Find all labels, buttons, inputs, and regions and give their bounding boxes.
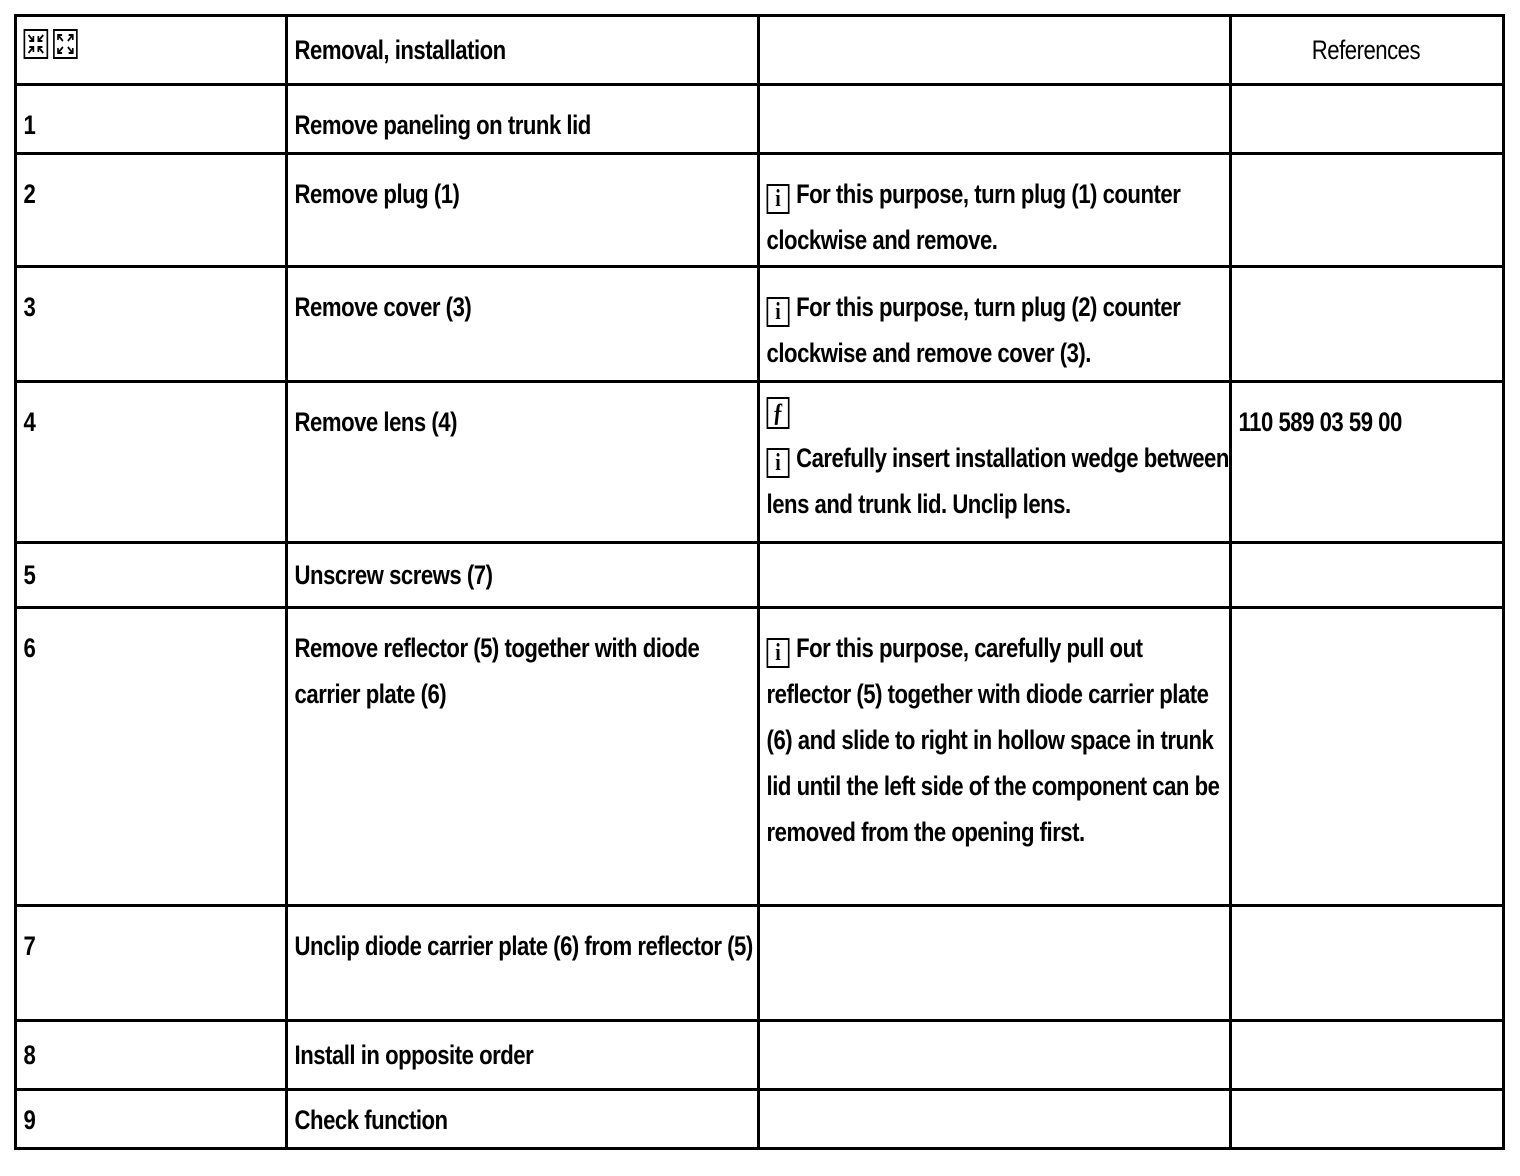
step-note-cell [759, 608, 1231, 906]
step-number-cell [16, 267, 287, 382]
table-row [16, 267, 1504, 382]
step-note [760, 1022, 1238, 1038]
step-action: Unclip diode carrier plate (6) from reflector (5) [294, 931, 753, 961]
step-note-cell [759, 382, 1231, 543]
step-note [760, 907, 1238, 923]
step-ref-cell [1231, 267, 1504, 382]
table-row [16, 85, 1504, 154]
header-note-cell [759, 16, 1231, 85]
step-ref [1232, 907, 1513, 923]
step-number-cell [16, 1090, 287, 1149]
procedure-table [14, 14, 1505, 1150]
table-row [16, 906, 1504, 1021]
step-action-cell [287, 608, 759, 906]
header-action-cell [287, 16, 759, 85]
step-ref [1232, 86, 1513, 102]
step-number: 2 [23, 179, 36, 209]
step-note-cell [759, 85, 1231, 154]
step-note [760, 544, 1238, 560]
step-number-cell [16, 543, 287, 608]
step-action: Remove cover (3) [294, 292, 472, 322]
step-number: 1 [23, 110, 36, 140]
step-ref-cell [1231, 154, 1504, 267]
info-icon: i [767, 297, 790, 327]
step-ref [1232, 544, 1513, 560]
step-ref: 110 589 03 59 00 [1238, 407, 1402, 437]
step-note: For this purpose, turn plug (1) counter clockwise and remove. [766, 179, 1181, 255]
shrink-arrows-icon [24, 29, 49, 59]
special-tool-icon: ƒ [767, 397, 790, 429]
step-number: 8 [23, 1040, 36, 1070]
step-ref [1232, 1022, 1513, 1038]
step-note-cell [759, 543, 1231, 608]
step-number-cell [16, 382, 287, 543]
table-row [16, 608, 1504, 906]
step-ref [1232, 268, 1513, 284]
step-ref-cell [1231, 382, 1504, 543]
step-note [760, 1091, 1238, 1107]
step-note-cell [759, 267, 1231, 382]
step-ref-cell [1231, 608, 1504, 906]
step-number: 5 [23, 560, 36, 590]
step-number: 7 [23, 931, 36, 961]
step-action-cell [287, 1021, 759, 1090]
step-number-cell [16, 154, 287, 267]
step-ref-cell [1231, 906, 1504, 1021]
step-action-cell [287, 154, 759, 267]
step-ref [1232, 609, 1513, 625]
step-number-cell [16, 906, 287, 1021]
step-number-cell [16, 1021, 287, 1090]
step-action: Remove lens (4) [294, 407, 457, 437]
step-ref [1232, 155, 1513, 171]
step-number-cell [16, 608, 287, 906]
step-note-cell [759, 1021, 1231, 1090]
step-number: 9 [23, 1105, 36, 1135]
table-row [16, 382, 1504, 543]
table-row [16, 1021, 1504, 1090]
info-icon: i [767, 448, 790, 478]
step-ref [1232, 1091, 1513, 1107]
step-action-cell [287, 382, 759, 543]
step-action-cell [287, 543, 759, 608]
step-note [760, 86, 1238, 102]
step-note-cell [759, 906, 1231, 1021]
expand-arrows-icon [53, 29, 78, 59]
header-icon-cell [16, 16, 287, 85]
step-number: 3 [23, 292, 36, 322]
header-ref-cell [1231, 16, 1504, 85]
info-icon: i [767, 184, 790, 214]
step-action: Install in opposite order [294, 1040, 534, 1070]
step-ref-cell [1231, 1090, 1504, 1149]
step-action: Remove plug (1) [294, 179, 460, 209]
step-action-cell [287, 1090, 759, 1149]
step-note-cell [759, 154, 1231, 267]
step-note: Carefully insert installation wedge between lens and trunk lid. Unclip lens. [766, 443, 1229, 519]
table-header-row [16, 16, 1504, 85]
step-ref-cell [1231, 85, 1504, 154]
table-row [16, 154, 1504, 267]
table-row [16, 1090, 1504, 1149]
step-action: Remove reflector (5) together with diode carrier plate (6) [294, 633, 700, 709]
step-ref-cell [1231, 543, 1504, 608]
step-action: Remove paneling on trunk lid [294, 110, 591, 140]
step-number: 6 [23, 633, 36, 663]
header-ref-title: References [1311, 35, 1421, 65]
step-action-cell [287, 267, 759, 382]
step-note-cell [759, 1090, 1231, 1149]
step-ref-cell [1231, 1021, 1504, 1090]
header-action-title: Removal, installation [294, 35, 506, 65]
step-action-cell [287, 906, 759, 1021]
info-icon: i [767, 638, 790, 668]
header-note-title [760, 17, 1238, 33]
step-action-cell [287, 85, 759, 154]
table-row [16, 543, 1504, 608]
step-action: Unscrew screws (7) [294, 560, 493, 590]
step-action: Check function [294, 1105, 448, 1135]
step-number: 4 [23, 407, 36, 437]
step-note: For this purpose, carefully pull out reflector (5) together with diode carrier plate (6) and slide to right in hollow space in trunk lid until the left side of the component can be removed from the opening first. [766, 633, 1220, 847]
step-note: For this purpose, turn plug (2) counter clockwise and remove cover (3). [766, 292, 1181, 368]
step-number-cell [16, 85, 287, 154]
